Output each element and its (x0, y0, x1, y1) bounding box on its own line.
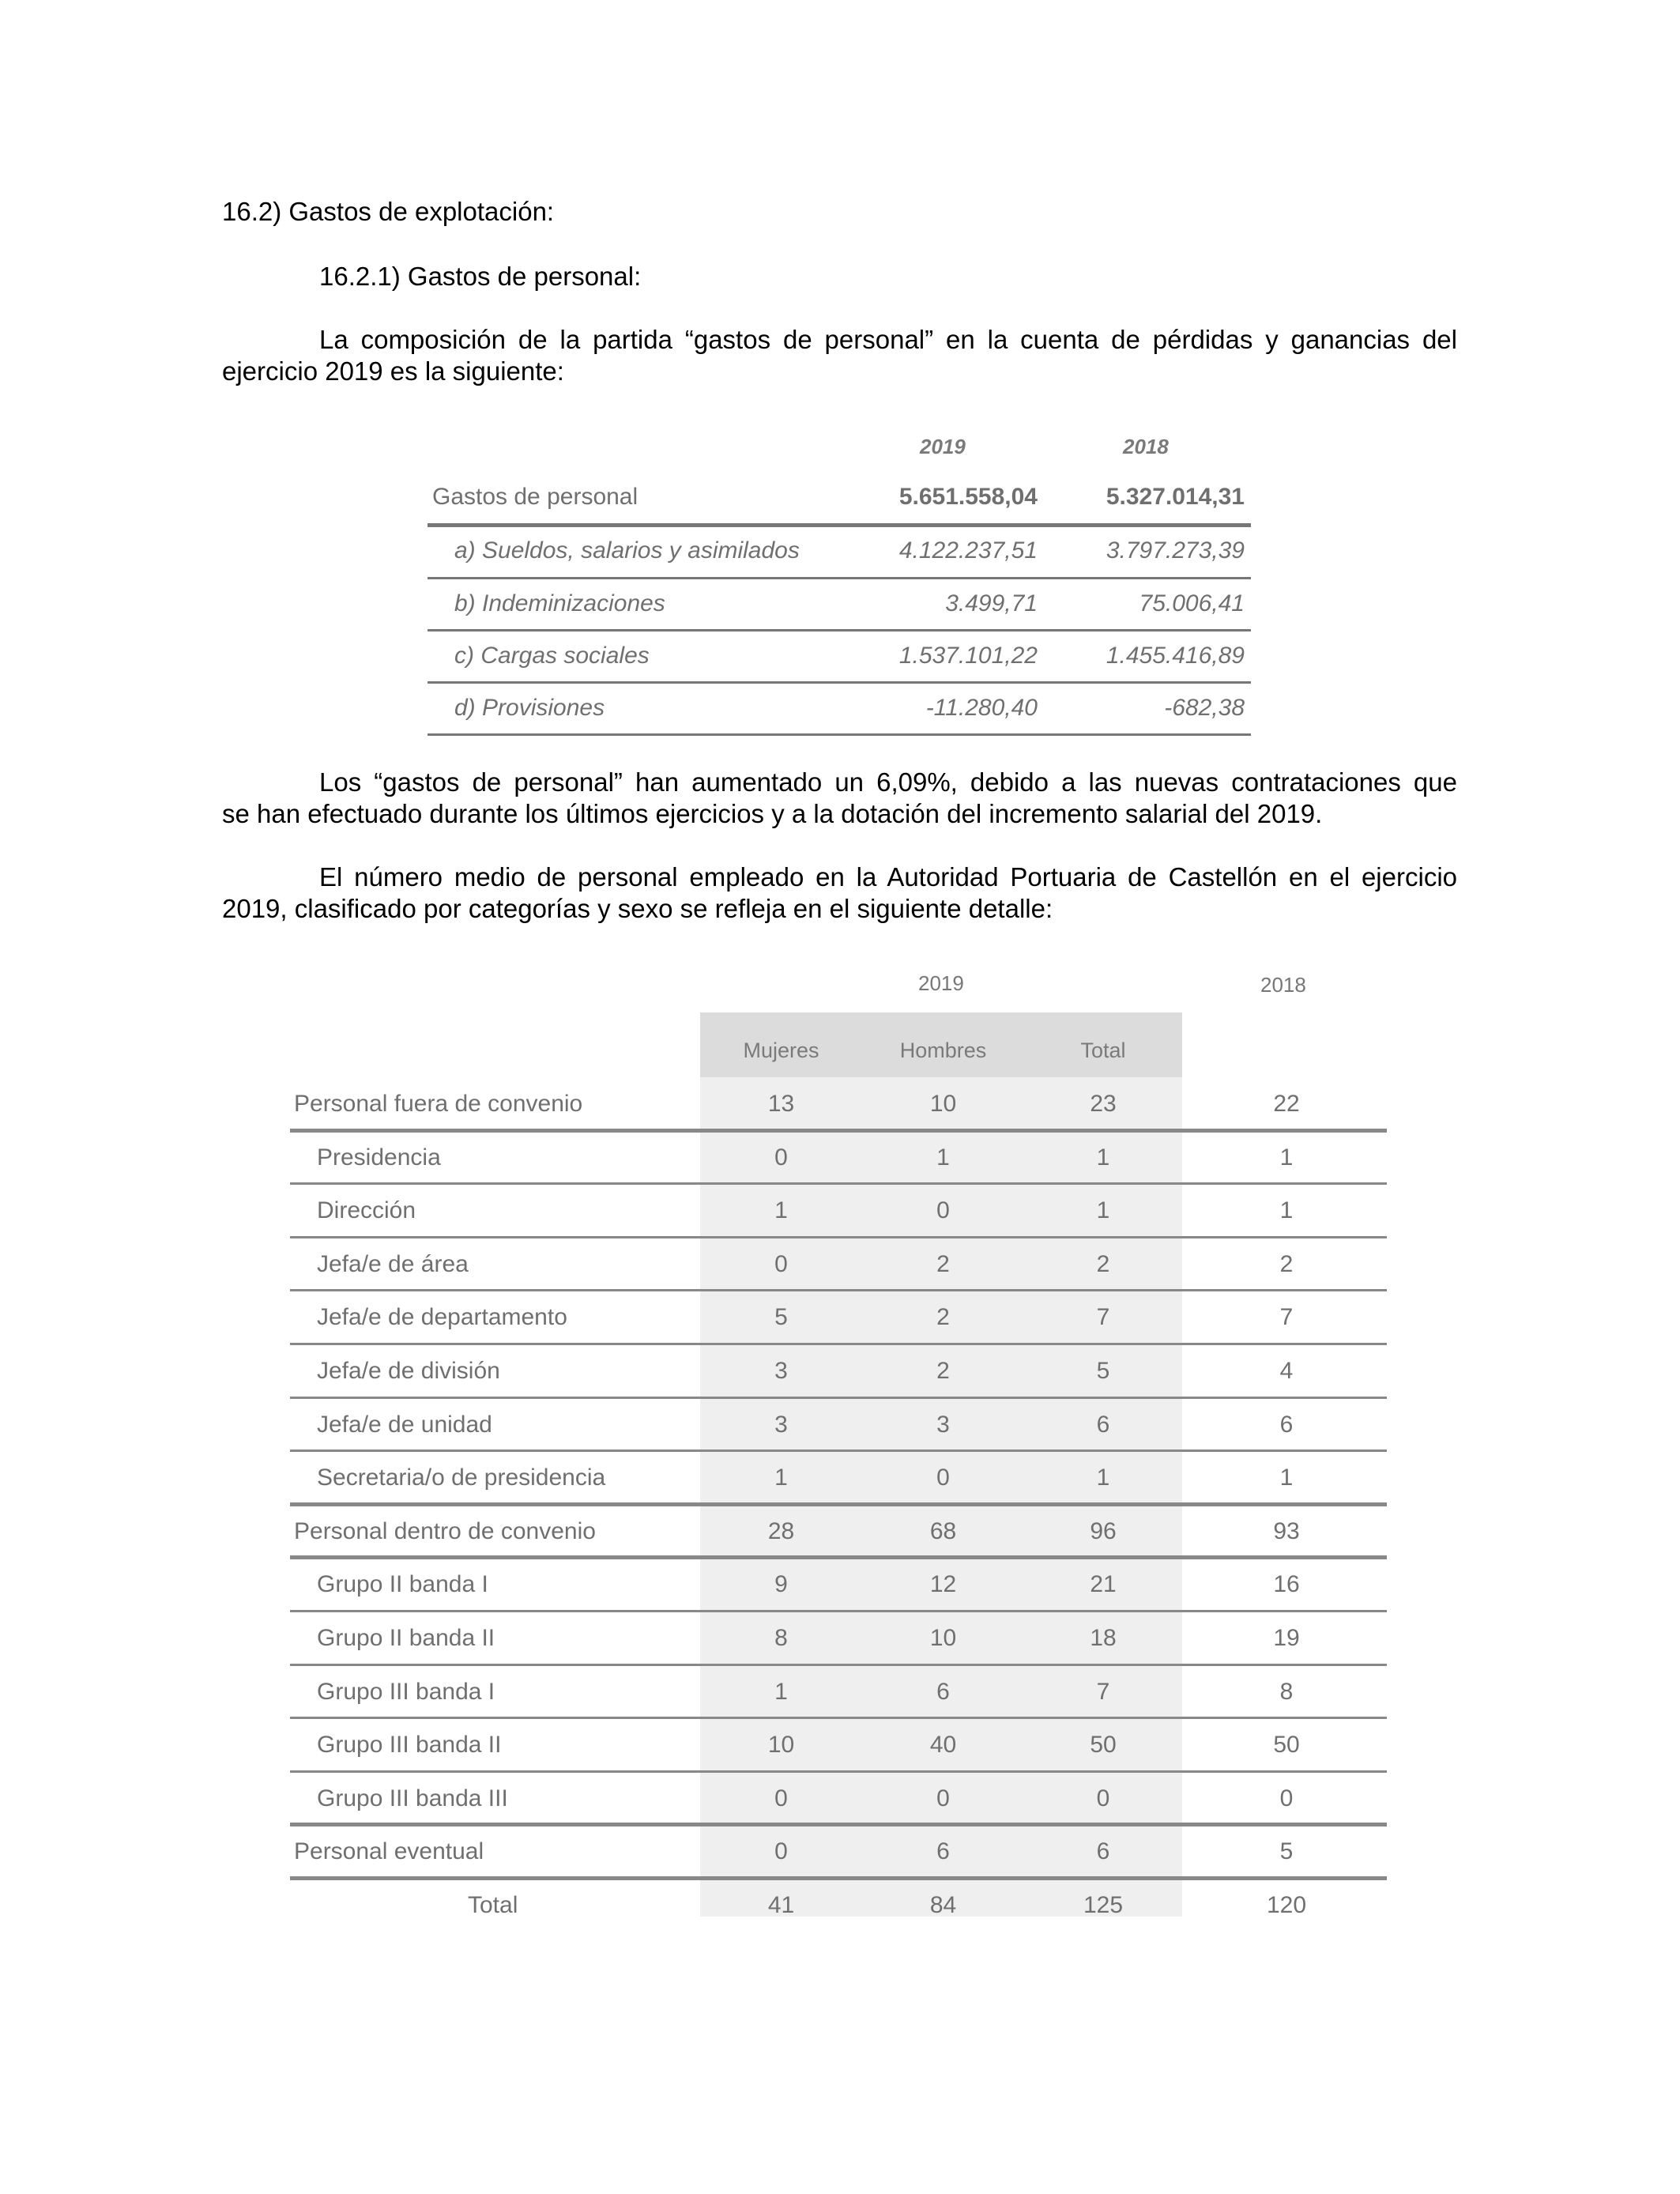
value-mujeres: 0 (774, 1144, 788, 1171)
value-2018: 22 (1273, 1091, 1300, 1117)
row-label: Grupo III banda III (317, 1785, 508, 1811)
headcount-table (290, 960, 1387, 1921)
column-header-mujeres: Mujeres (743, 1039, 819, 1062)
row-label: Jefa/e de departamento (317, 1304, 567, 1330)
paragraph-headcount (222, 861, 1457, 925)
value-2018: 5.327.014,31 (1106, 484, 1245, 510)
value-total: 2 (1096, 1251, 1110, 1277)
value-hombres: 40 (929, 1732, 957, 1758)
value-mujeres: 0 (774, 1838, 788, 1864)
value-2018: 2 (1279, 1251, 1294, 1277)
value-total: 6 (1096, 1412, 1110, 1438)
value-hombres: 2 (936, 1304, 950, 1330)
paragraph-line: El número medio de personal empleado en la Autoridad Portuaria de Castellón en el ejercicio (319, 862, 1457, 892)
paragraph-line: se han efectuado durante los últimos ejercicios y a la dotación del incremento salarial del 2019. (222, 799, 1323, 828)
value-mujeres: 10 (767, 1732, 795, 1758)
table-row (290, 1291, 1387, 1344)
divider (428, 733, 1251, 736)
section-heading: 16.2) Gastos de explotación: (222, 197, 555, 226)
row-label: Personal dentro de convenio (294, 1518, 596, 1544)
year-header-2019: 2019 (918, 971, 964, 995)
value-mujeres: 1 (774, 1197, 788, 1223)
table-row (290, 1612, 1387, 1664)
value-2018: 0 (1279, 1785, 1294, 1811)
value-hombres: 1 (936, 1144, 950, 1171)
value-mujeres: 13 (767, 1091, 795, 1117)
value-total: 0 (1096, 1785, 1110, 1811)
value-hombres: 68 (929, 1518, 957, 1544)
value-mujeres: 8 (774, 1625, 788, 1651)
value-total: 7 (1096, 1679, 1110, 1705)
value-total: 18 (1090, 1625, 1117, 1651)
value-2018: 5 (1279, 1838, 1294, 1864)
paragraph-line: 2019, clasificado por categorías y sexo se refleja en el siguiente detalle: (222, 894, 1053, 923)
value-hombres: 2 (936, 1358, 950, 1384)
table-row (428, 471, 1251, 523)
value-2018: 16 (1273, 1571, 1300, 1597)
column-header-2018: 2018 (1123, 435, 1169, 458)
paragraph-increase (222, 767, 1457, 830)
value-total: 1 (1096, 1197, 1110, 1223)
value-total: 7 (1096, 1304, 1110, 1330)
value-2019: 4.122.237,51 (898, 537, 1038, 564)
table-row (290, 1184, 1387, 1237)
row-label: Grupo II banda II (317, 1625, 495, 1651)
value-2018: 93 (1273, 1518, 1300, 1544)
value-2018: 50 (1273, 1732, 1300, 1758)
year-header-2018: 2018 (1260, 973, 1306, 997)
row-label: Jefa/e de unidad (317, 1412, 492, 1438)
value-2018: 19 (1273, 1625, 1300, 1651)
row-label: b) Indeminizaciones (454, 590, 665, 616)
value-total: 50 (1090, 1732, 1117, 1758)
value-2019: 3.499,71 (945, 590, 1038, 616)
value-2018: 6 (1279, 1412, 1294, 1438)
value-mujeres: 0 (774, 1251, 788, 1277)
value-2018: 8 (1279, 1679, 1294, 1705)
value-mujeres: 0 (774, 1785, 788, 1811)
row-label: Total (468, 1892, 518, 1918)
value-2018: 7 (1279, 1304, 1294, 1330)
value-total: 1 (1096, 1144, 1110, 1171)
value-hombres: 3 (936, 1412, 950, 1438)
table-row (290, 1451, 1387, 1504)
row-label: c) Cargas sociales (454, 643, 650, 669)
value-total: 23 (1090, 1091, 1117, 1117)
paragraph-line: ejercicio 2019 es la siguiente: (222, 356, 564, 386)
row-label: Grupo III banda I (317, 1679, 495, 1705)
value-mujeres: 9 (774, 1571, 788, 1597)
value-total: 21 (1090, 1571, 1117, 1597)
value-hombres: 10 (929, 1625, 957, 1651)
table-row (428, 682, 1251, 734)
value-2018: -682,38 (1164, 695, 1245, 721)
value-hombres: 12 (929, 1571, 957, 1597)
value-mujeres: 3 (774, 1412, 788, 1438)
table-row (290, 1344, 1387, 1397)
value-2018: 1 (1279, 1197, 1294, 1223)
table-row (428, 578, 1251, 630)
row-label: Jefa/e de área (317, 1251, 469, 1277)
value-total: 1 (1096, 1465, 1110, 1491)
value-total: 125 (1083, 1892, 1124, 1918)
value-2018: 75.006,41 (1139, 590, 1245, 616)
row-label: Jefa/e de división (317, 1358, 500, 1384)
column-header-hombres: Hombres (899, 1039, 987, 1062)
table-row (290, 1558, 1387, 1611)
subsection-heading: 16.2.1) Gastos de personal: (319, 262, 642, 291)
value-hombres: 0 (936, 1465, 950, 1491)
table-row (290, 1772, 1387, 1825)
paragraph-intro (222, 324, 1457, 387)
value-total: 6 (1096, 1838, 1110, 1864)
row-label: a) Sueldos, salarios y asimilados (454, 537, 800, 564)
table-row (290, 1238, 1387, 1291)
table-row (428, 525, 1251, 577)
value-2018: 1 (1279, 1465, 1294, 1491)
value-total: 5 (1096, 1358, 1110, 1384)
value-hombres: 0 (936, 1197, 950, 1223)
value-mujeres: 28 (767, 1518, 795, 1544)
row-label: Dirección (317, 1197, 416, 1223)
value-mujeres: 5 (774, 1304, 788, 1330)
row-label: Personal eventual (294, 1838, 484, 1864)
table-row (290, 1077, 1387, 1130)
value-2018: 1.455.416,89 (1106, 643, 1245, 669)
table-row (290, 1398, 1387, 1451)
total-row (290, 1879, 1387, 1932)
table-row (290, 1718, 1387, 1771)
table-row (290, 1505, 1387, 1558)
value-hombres: 2 (936, 1251, 950, 1277)
row-label: d) Provisiones (454, 695, 605, 721)
row-label: Grupo III banda II (317, 1732, 502, 1758)
column-header-total: Total (1080, 1039, 1126, 1062)
value-2019: -11.280,40 (925, 695, 1038, 721)
value-hombres: 6 (936, 1679, 950, 1705)
row-label: Secretaria/o de presidencia (317, 1465, 606, 1491)
table-row (290, 1825, 1387, 1878)
table-row (290, 1665, 1387, 1718)
value-hombres: 0 (936, 1785, 950, 1811)
value-2019: 5.651.558,04 (898, 484, 1038, 510)
value-mujeres: 3 (774, 1358, 788, 1384)
table-row (428, 630, 1251, 682)
value-2018: 3.797.273,39 (1106, 537, 1245, 564)
value-mujeres: 1 (774, 1679, 788, 1705)
column-header-2019: 2019 (920, 435, 966, 458)
value-2018: 1 (1279, 1144, 1294, 1171)
value-2019: 1.537.101,22 (898, 643, 1038, 669)
paragraph-line: Los “gastos de personal” han aumentado un 6,09%, debido a las nuevas contrataciones que (319, 767, 1457, 797)
value-hombres: 10 (929, 1091, 957, 1117)
row-label: Grupo II banda I (317, 1571, 488, 1597)
row-label: Personal fuera de convenio (294, 1091, 583, 1117)
paragraph-line: La composición de la partida “gastos de personal” en la cuenta de pérdidas y ganancias del (319, 325, 1457, 354)
table-row (290, 1131, 1387, 1184)
value-total: 96 (1090, 1518, 1117, 1544)
row-label: Gastos de personal (432, 484, 638, 510)
value-hombres: 6 (936, 1838, 950, 1864)
value-mujeres: 1 (774, 1465, 788, 1491)
value-hombres: 84 (929, 1892, 957, 1918)
value-2018: 4 (1279, 1358, 1294, 1384)
row-label: Presidencia (317, 1144, 441, 1171)
value-2018: 120 (1266, 1892, 1307, 1918)
value-mujeres: 41 (767, 1892, 795, 1918)
